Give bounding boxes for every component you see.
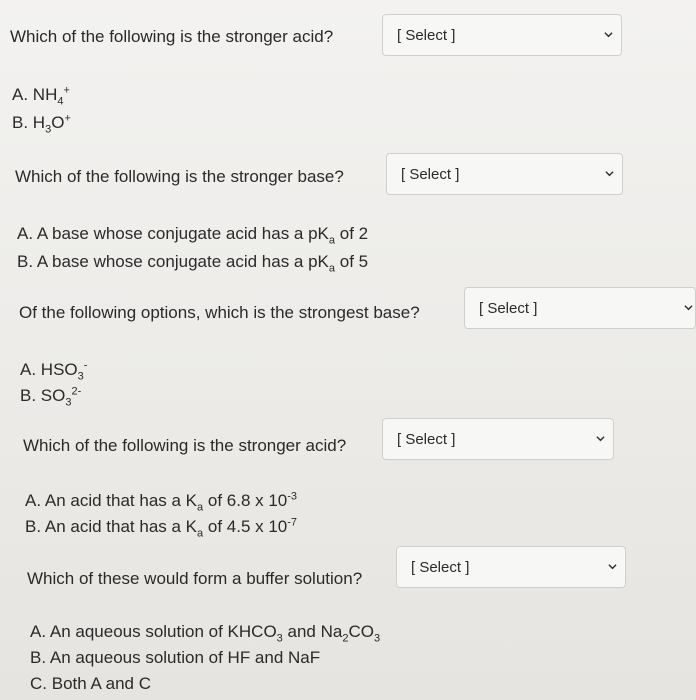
question-4-option-b: B. An acid that has a $K_a$ of 4.5 x $10^{-7}$: [25, 516, 298, 540]
question-4-prompt: Which of the following is the stronger acid?: [23, 436, 347, 455]
question-1-prompt: Which of the following is the stronger acid?: [10, 27, 334, 46]
question-5-prompt: Which of these would form a buffer solution?: [27, 569, 363, 588]
chevron-down-icon: [608, 562, 617, 571]
question-2-select-value: [ Select ]: [401, 166, 460, 183]
question-4-select-value: [ Select ]: [397, 431, 456, 448]
question-5-option-b: B. An aqueous solution of HF and NaF: [30, 648, 321, 667]
question-5-option-a: A. An aqueous solution of $KHCO_3$ and $Na_2CO_3$: [30, 622, 381, 645]
question-5-option-c: C. Both A and C: [30, 674, 151, 693]
question-2-prompt: Which of the following is the stronger base?: [15, 167, 344, 186]
question-5-select[interactable]: [396, 546, 626, 588]
question-3-prompt: Of the following options, which is the strongest base?: [19, 303, 420, 322]
question-2-select[interactable]: [386, 153, 623, 195]
question-1-select-value: [ Select ]: [397, 27, 456, 44]
question-4-option-a: A. An acid that has a $K_a$ of 6.8 x $10^{-3}$: [25, 490, 298, 514]
question-2-option-a: A. A base whose conjugate acid has a $pK_a$ of 2: [17, 224, 369, 247]
question-1-option-b: B. $H_3O^+$: [12, 112, 71, 136]
chevron-down-icon: [604, 30, 613, 39]
question-4-select[interactable]: [382, 418, 614, 460]
question-3-select[interactable]: [464, 287, 696, 329]
question-1-option-a: A. $NH_4^+$: [12, 84, 70, 108]
chevron-down-icon: [596, 434, 605, 443]
question-5-select-value: [ Select ]: [411, 559, 470, 576]
question-2-option-b: B. A base whose conjugate acid has a $pK_a$ of 5: [17, 252, 369, 275]
chevron-down-icon: [605, 169, 614, 178]
question-1-select[interactable]: [382, 14, 622, 56]
question-3-select-value: [ Select ]: [479, 300, 538, 317]
question-3-option-b: B. $SO_3^{2-}$: [20, 385, 82, 409]
question-3-option-a: A. $HSO_3^-$: [20, 359, 88, 383]
chevron-down-icon: [684, 303, 693, 312]
